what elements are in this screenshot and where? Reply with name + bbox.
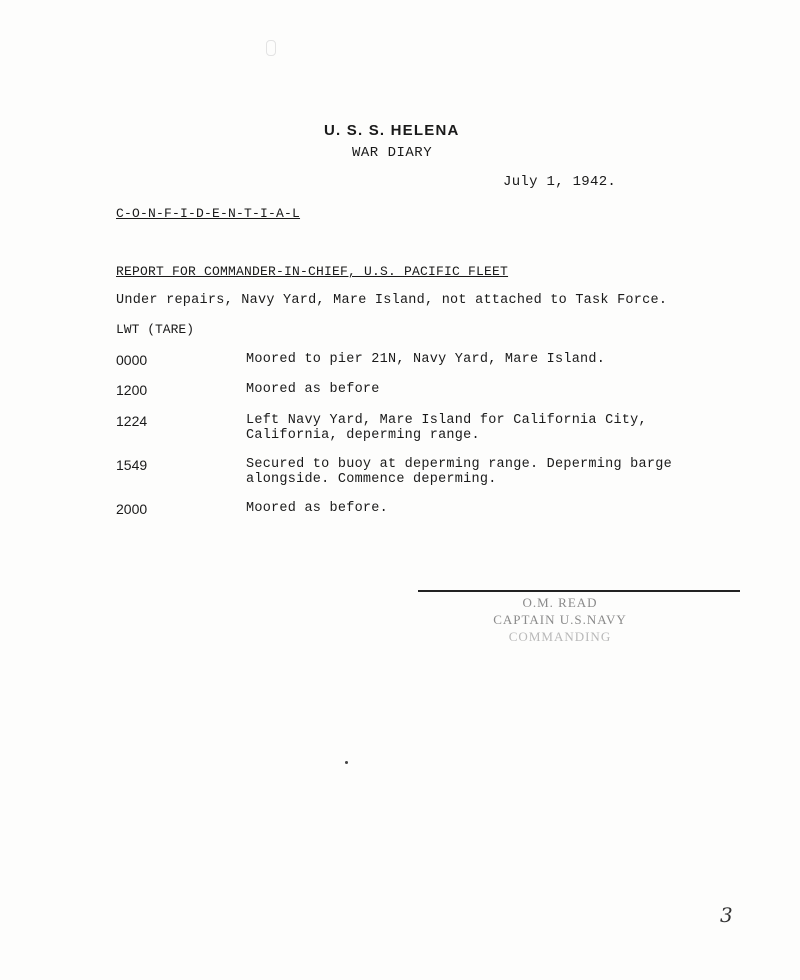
diary-title: WAR DIARY bbox=[352, 145, 433, 161]
log-time: 1549 bbox=[116, 457, 148, 473]
time-zone-label: LWT (TARE) bbox=[116, 322, 195, 337]
ship-title: U. S. S. HELENA bbox=[324, 122, 460, 139]
log-text: Left Navy Yard, Mare Island for California City, California, deperming range. bbox=[246, 413, 647, 443]
punch-hole-mark bbox=[266, 40, 276, 56]
log-text: Secured to buoy at deperming range. Deperming barge alongside. Commence deperming. bbox=[246, 457, 672, 487]
signer-rank: CAPTAIN U.S.NAVY bbox=[493, 612, 627, 627]
log-time: 0000 bbox=[116, 352, 148, 368]
signature-line bbox=[418, 590, 740, 592]
signature-stamp bbox=[470, 594, 650, 645]
document-date: July 1, 1942. bbox=[503, 174, 617, 190]
status-line: Under repairs, Navy Yard, Mare Island, not attached to Task Force. bbox=[116, 293, 668, 308]
log-text: Moored as before bbox=[246, 382, 380, 397]
signer-name: O.M. READ bbox=[522, 595, 598, 610]
log-time: 2000 bbox=[116, 501, 148, 517]
page-number: 3 bbox=[720, 903, 733, 927]
log-time: 1200 bbox=[116, 382, 148, 398]
classification-label: C-O-N-F-I-D-E-N-T-I-A-L bbox=[116, 206, 301, 221]
log-text: Moored as before. bbox=[246, 501, 388, 516]
log-text: Moored to pier 21N, Navy Yard, Mare Island. bbox=[246, 352, 606, 367]
paper-speck bbox=[345, 761, 348, 764]
report-heading: REPORT FOR COMMANDER-IN-CHIEF, U.S. PACIFIC FLEET bbox=[116, 264, 509, 279]
signer-role: COMMANDING bbox=[508, 629, 612, 644]
log-time: 1224 bbox=[116, 413, 148, 429]
